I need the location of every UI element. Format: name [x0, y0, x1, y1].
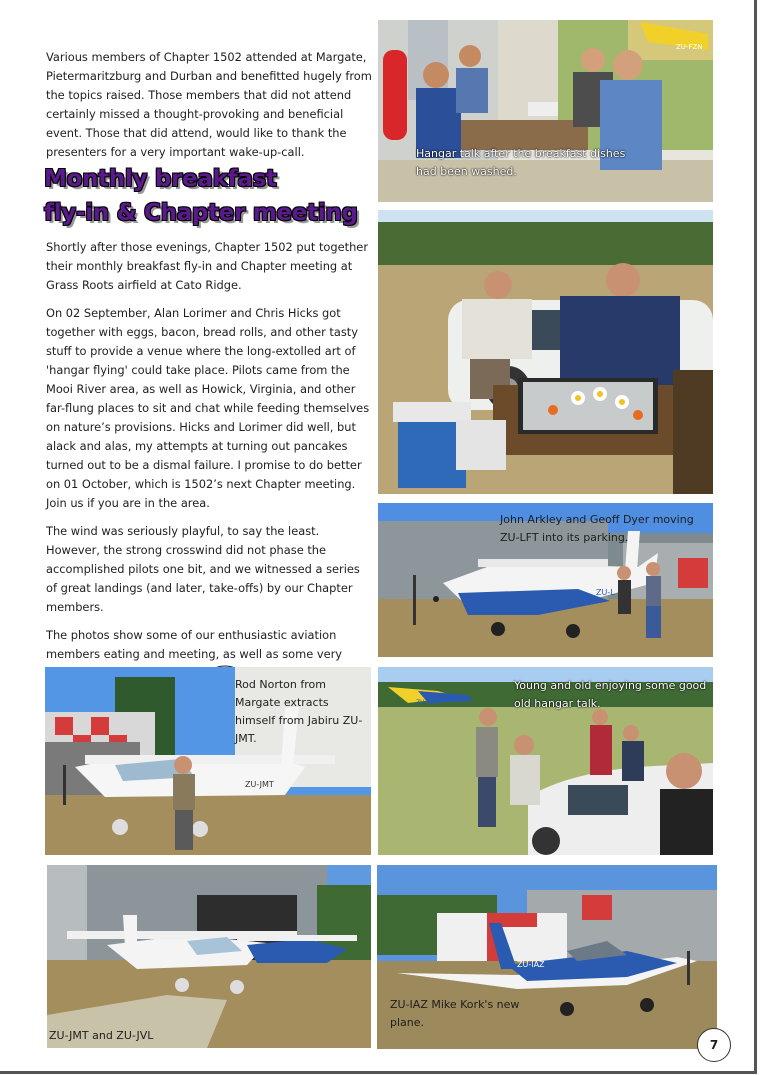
photo-young-and-old: [378, 667, 713, 855]
body-paragraph-2: On 02 September, Alan Lorimer and Chris Hicks got together with eggs, bacon, bread rolls, and other tasty stuff to provide a venue where the long-extolled art of 'hangar flying' could take place. Pilots came from the Mooi River area, as well as Howick, Virginia, and other far-flung places to sit and chat while feeding themselves on nature’s provisions. Hicks and Lorimer did well, but alack and alas, my attempts at turning out pancakes turned out to be a dismal failure. I promise to do better on 01 October, which is 1502’s next Chapter meeting. Join us if you are in the area.: [46, 306, 370, 510]
photo-zu-iaz: [377, 865, 717, 1049]
photo-jmt-and-jvl: [47, 865, 371, 1048]
photo-rod-norton: [45, 667, 371, 855]
section-heading-line-1: Monthly breakfast: [44, 166, 277, 192]
iaz-reg: ZU-IAZ: [517, 960, 545, 969]
moving-reg: ZU-L: [596, 588, 615, 597]
section-heading-line-2: fly-in & Chapter meeting: [44, 200, 358, 226]
intro-text-block: [46, 48, 372, 171]
body-paragraph-4-text: The photos show some of our enthusiastic aviation members eating and meeting, as well as some very: [46, 628, 342, 661]
rod-norton-reg: ZU-JMT: [245, 780, 274, 789]
page-number: 7: [697, 1028, 731, 1062]
hangar-talk-reg: ZU-FZN: [676, 43, 703, 51]
photo-breakfast-cooking: [378, 210, 713, 494]
photo-moving-aircraft: [378, 503, 713, 657]
caption-hangar-talk: Hangar talk after the breakfast dishes had been washed.: [416, 147, 626, 178]
caption-jmt-and-jvl: ZU-JMT and ZU-JVL: [49, 1029, 154, 1042]
body-paragraph-1: Shortly after those evenings, Chapter 1502 put together their monthly breakfast fly-in and Chapter meeting at Grass Roots airfield at Cato Ridge.: [46, 240, 369, 292]
photo-hangar-talk: [378, 20, 713, 202]
article-body: [46, 238, 372, 695]
caption-zu-iaz: ZU-IAZ Mike Kork's new plane.: [390, 998, 520, 1029]
caption-rod-norton: Rod Norton from Margate extracts himself from Jabiru ZU-JMT.: [235, 678, 363, 745]
intro-paragraph: Various members of Chapter 1502 attended at Margate, Pietermaritzburg and Durban and benefitted hugely from the topics raised. Those members that did not attend certainly missed a thought-provoking and beneficial event. Those that did attend, would like to thank the presenters for a very important wake-up-call.: [46, 50, 372, 159]
young-old-reg: ZU-FZN: [416, 699, 439, 706]
caption-young-and-old: Young and old enjoying some good old hangar talk.: [514, 679, 707, 710]
body-paragraph-3: The wind was seriously playful, to say the least. However, the strong crosswind did not phase the accomplished pilots one bit, and we witnessed a series of great landings (and later, take-offs) by our Chapter members.: [46, 524, 360, 614]
caption-moving-aircraft: John Arkley and Geoff Dyer moving ZU-LFT into its parking.: [500, 513, 694, 544]
